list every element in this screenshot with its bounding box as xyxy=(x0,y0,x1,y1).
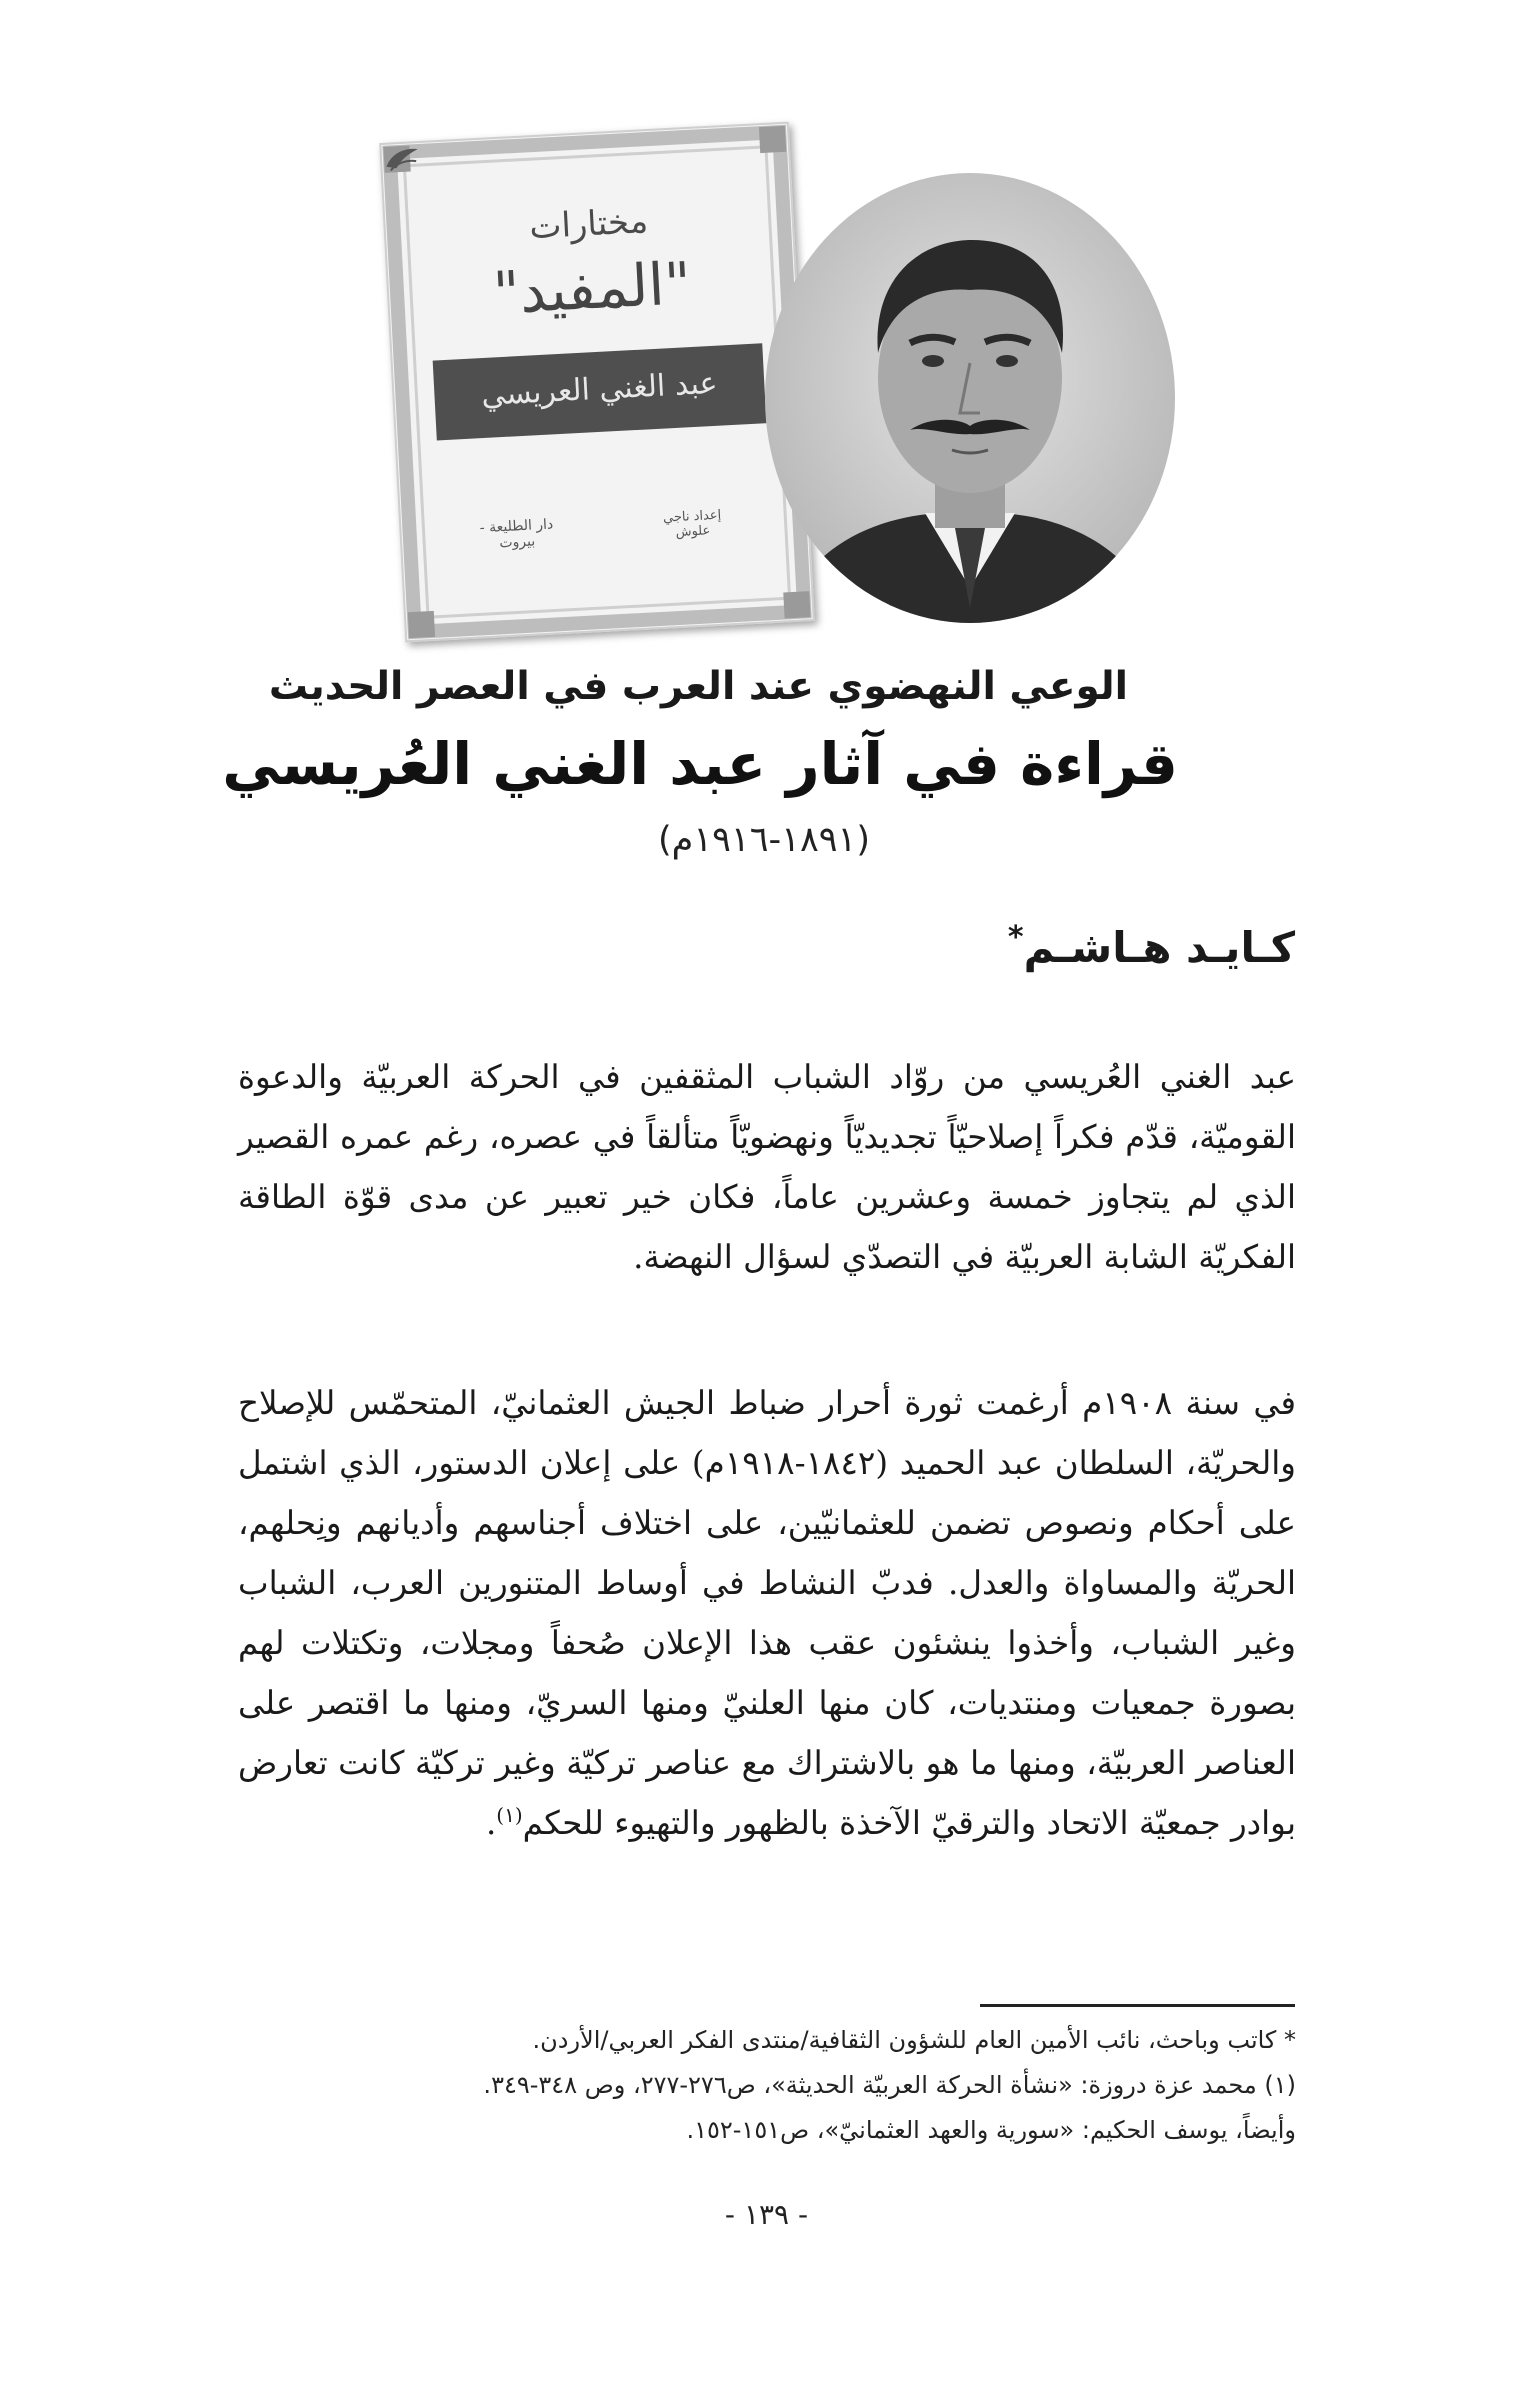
article-dates: (١٨٩١-١٩١٦م) xyxy=(657,820,871,860)
cover-editor: إعداد ناجي علوش xyxy=(662,507,722,541)
cover-author: عبد الغني العريسي xyxy=(480,365,719,414)
footnote-ref-1[interactable]: (١) xyxy=(496,1803,523,1828)
article-title: قراءة في آثار عبد الغني العُريسي xyxy=(222,730,1178,798)
author-name: كـايـد هـاشـم xyxy=(1023,923,1295,972)
footnote-1-line-2: وأيضاً، يوسف الحكيم: «سورية والعهد العثمانيّ»، ص١٥١-١٥٢. xyxy=(686,2116,1296,2144)
book-cover-image xyxy=(379,122,815,643)
paragraph-2-text: في سنة ١٩٠٨م أرغمت ثورة أحرار ضباط الجيش العثمانيّ، المتحمّس للإصلاح والحريّة، السلطان عبد الحميد (١٨٤٢-١٩١٨م) على إعلان الدستور، الذي اشتمل على أحكام ونصوص تضمن للعثمانيّين، على اختلاف أجناسهم وأديانهم ونِحلهم، الحريّة والمساواة والعدل. فدبّ النشاط في أوساط المتنورين العرب، الشباب وغير الشباب، وأخذوا ينشئون عقب هذا الإعلان صُحفاً ومجلات، وتكتلات لهم بصورة جمعيات ومنتديات، كان منها العلنيّ ومنها السريّ، ومنها ما اقتصر على العناصر العربيّة، ومنها ما هو بالاشتراك مع عناصر تركيّة وغير تركيّة كانت تعارض بوادر جمعيّة الاتحاد والترقيّ الآخذة بالظهور والتهيوء للحكم xyxy=(238,1384,1297,1842)
paragraph-1: عبد الغني العُريسي من روّاد الشباب المثقفين في الحركة العربيّة والدعوة القوميّة، قدّم فكراً إصلاحيّاً تجديديّاً ونهضويّاً متألقاً في عصره، رغم عمره القصير الذي لم يتجاوز خمسة وعشرين عاماً، فكان خير تعبير عن مدى قوّة الطاقة الفكريّة الشابة العربيّة في التصدّي لسؤال النهضة. xyxy=(238,1058,1296,1276)
publisher-logo-icon xyxy=(381,143,423,175)
article-author xyxy=(1008,920,1295,972)
paragraph-2-end: . xyxy=(485,1804,497,1842)
footnote-divider xyxy=(980,2004,1295,2007)
cover-title: "المفيد" xyxy=(491,248,693,328)
article-supertitle: الوعي النهضوي عند العرب في العصر الحديث xyxy=(268,664,1128,709)
author-footnote-mark: * xyxy=(1007,920,1024,955)
portrait-photo xyxy=(760,168,1180,628)
footnotes xyxy=(238,2018,1296,2153)
cover-collection-label: مختارات xyxy=(528,201,650,248)
footnote-author-note: * كاتب وباحث، نائب الأمين العام للشؤون الثقافية/منتدى الفكر العربي/الأردن. xyxy=(532,2026,1296,2054)
paragraph-2 xyxy=(238,1373,1296,1853)
cover-publisher: دار الطليعة - بيروت xyxy=(479,516,554,552)
footnote-1-line-1: (١) محمد عزة دروزة: «نشأة الحركة العربيّة الحديثة»، ص٢٧٦-٢٧٧، وص ٣٤٨-٣٤٩. xyxy=(483,2071,1296,2099)
page-number: - ١٣٩ - xyxy=(724,2198,809,2231)
